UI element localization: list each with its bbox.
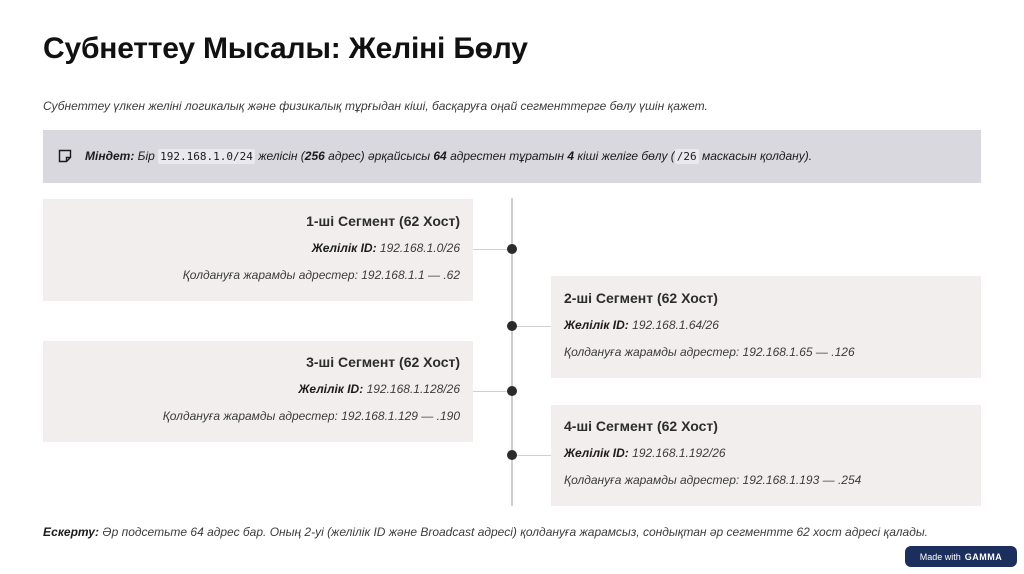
segment-hosts: Қолдануға жарамды адрестер: 192.168.1.193 — .254 xyxy=(564,473,862,487)
segment-card-2 xyxy=(551,276,981,378)
badge-prefix: Made with xyxy=(919,551,961,562)
task-callout xyxy=(43,130,981,183)
segment-title: 2-ші Сегмент (62 Хост) xyxy=(564,290,718,306)
segment-network-id xyxy=(564,318,719,332)
timeline-dot xyxy=(507,244,517,254)
task-text-part: Бір xyxy=(134,149,159,163)
network-id-value: 192.168.1.128/26 xyxy=(363,382,460,396)
network-id-label: Желілік ID: xyxy=(564,446,629,460)
segment-network-id xyxy=(298,382,460,396)
segment-hosts: Қолдануға жарамды адрестер: 192.168.1.129 — .190 xyxy=(162,409,460,423)
network-id-label: Желілік ID: xyxy=(298,382,364,396)
task-text-part: кіші желіге бөлу ( xyxy=(574,149,675,163)
page-title: Субнеттеу Мысалы: Желіні Бөлу xyxy=(43,32,528,65)
task-text-part: адрестен тұратын xyxy=(446,149,568,163)
segment-network-id xyxy=(312,241,460,255)
network-id-value: 192.168.1.64/26 xyxy=(628,318,719,332)
task-text xyxy=(85,149,812,163)
gamma-logo: GAMMA xyxy=(964,551,1003,562)
task-text-part: желісін ( xyxy=(254,149,305,163)
task-text-part: маскасын қолдану). xyxy=(698,149,813,163)
segment-title: 3-ші Сегмент (62 Хост) xyxy=(306,354,460,370)
segment-hosts: Қолдануға жарамды адрестер: 192.168.1.65 — .126 xyxy=(564,345,855,359)
network-id-label: Желілік ID: xyxy=(564,318,629,332)
task-count: 256 xyxy=(304,149,325,163)
task-mask: /26 xyxy=(676,150,697,163)
footnote-label: Ескерту: xyxy=(43,525,99,539)
network-id-value: 192.168.1.0/26 xyxy=(376,241,460,255)
timeline-dot xyxy=(507,450,517,460)
segment-card-3 xyxy=(43,341,473,442)
note-icon xyxy=(58,149,72,163)
network-id-label: Желілік ID: xyxy=(311,241,377,255)
segment-card-4 xyxy=(551,405,981,506)
timeline-dot xyxy=(507,386,517,396)
task-label: Міндет: xyxy=(85,149,135,163)
footnote-text: Әр подсетьте 64 адрес бар. Оның 2-уі (желілік ID және Broadcast адресі) қолдануға жарамсыз, сондықтан әр сегментте 62 хост адресі қалады. xyxy=(98,525,928,539)
made-with-gamma-badge[interactable] xyxy=(905,546,1017,567)
segment-title: 1-ші Сегмент (62 Хост) xyxy=(306,213,460,229)
segment-card-1 xyxy=(43,199,473,301)
task-parts: 4 xyxy=(567,149,574,163)
segment-hosts: Қолдануға жарамды адрестер: 192.168.1.1 — .62 xyxy=(182,268,460,282)
timeline-dot xyxy=(507,321,517,331)
page-subtitle: Субнеттеу үлкен желіні логикалық және физикалық тұрғыдан кіші, басқаруға оңай сегменттерге бөлу үшін қажет. xyxy=(43,99,708,113)
task-network: 192.168.1.0/24 xyxy=(160,150,253,163)
task-text-part: адрес) әрқайсысы xyxy=(324,149,434,163)
connector-line xyxy=(512,326,551,327)
connector-line xyxy=(512,455,551,456)
task-per: 64 xyxy=(433,149,447,163)
network-id-value: 192.168.1.192/26 xyxy=(628,446,726,460)
segment-network-id xyxy=(564,446,726,460)
segment-title: 4-ші Сегмент (62 Хост) xyxy=(564,418,718,434)
footnote xyxy=(43,525,928,539)
